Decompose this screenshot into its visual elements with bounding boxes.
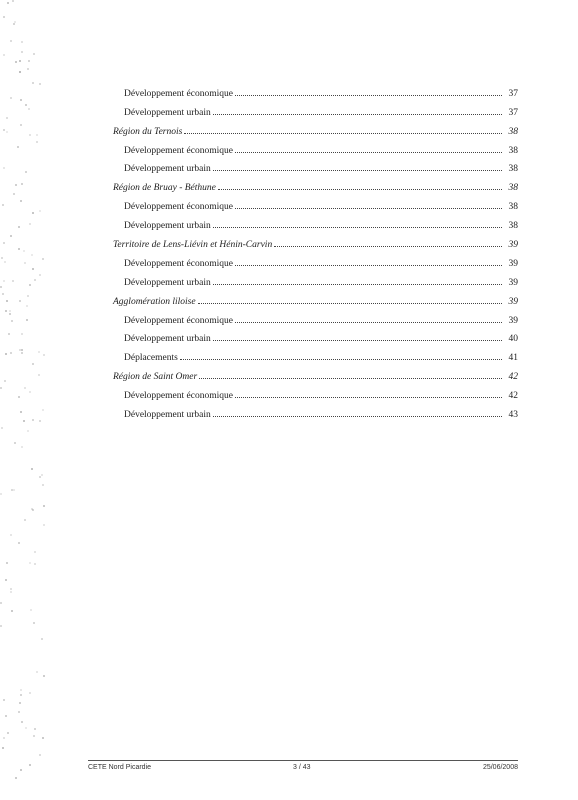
scan-speck <box>33 622 35 624</box>
toc-entry[interactable] <box>0 137 578 156</box>
toc-entry-page: 39 <box>508 296 518 307</box>
toc-entry[interactable] <box>0 326 578 345</box>
toc-entry-page: 38 <box>508 202 518 213</box>
scan-speck <box>0 625 2 627</box>
toc-entry[interactable] <box>0 156 578 175</box>
footer-date: 25/06/2008 <box>482 764 518 771</box>
scan-speck <box>20 689 22 691</box>
toc-entry-page: 40 <box>508 334 518 345</box>
toc-entry[interactable] <box>0 250 578 269</box>
scan-speck <box>29 562 31 564</box>
toc-dot-leader <box>235 95 502 96</box>
toc-entry-label: Développement urbain <box>124 334 211 345</box>
table-of-contents <box>0 80 578 420</box>
toc-section-label: Région du Ternois <box>113 126 183 137</box>
toc-entry-page: 39 <box>508 315 518 326</box>
toc-section-label: Région de Saint Omer <box>113 372 198 383</box>
toc-section-entry[interactable] <box>0 174 578 193</box>
scan-speck <box>43 675 45 677</box>
footer-organization: CETE Nord Picardie <box>88 764 152 771</box>
toc-entry-page: 38 <box>508 145 518 156</box>
toc-entry-page: 37 <box>508 88 518 99</box>
toc-section-entry[interactable] <box>0 118 578 137</box>
toc-entry-label: Développement économique <box>124 145 233 156</box>
scan-speck <box>21 446 23 448</box>
toc-entry-page: 38 <box>508 221 518 232</box>
scan-speck <box>20 769 22 771</box>
scan-speck <box>0 602 2 604</box>
toc-dot-leader <box>198 303 502 304</box>
scan-speck <box>13 23 15 25</box>
toc-dot-leader <box>213 416 502 417</box>
toc-entry-page: 42 <box>508 372 518 383</box>
toc-dot-leader <box>184 133 502 134</box>
toc-dot-leader <box>213 170 502 171</box>
toc-dot-leader <box>213 284 502 285</box>
scan-speck <box>31 468 33 470</box>
scan-speck <box>39 420 41 422</box>
toc-entry-label: Développement urbain <box>124 410 211 421</box>
scan-speck <box>30 609 32 611</box>
scan-speck <box>28 60 30 62</box>
toc-entry[interactable] <box>0 307 578 326</box>
toc-entry[interactable] <box>0 401 578 420</box>
toc-entry-page: 38 <box>508 164 518 175</box>
toc-entry[interactable] <box>0 344 578 363</box>
toc-entry[interactable] <box>0 382 578 401</box>
toc-dot-leader <box>199 378 502 379</box>
scan-speck <box>23 420 25 422</box>
scan-speck <box>42 484 44 486</box>
scan-speck <box>3 54 5 56</box>
toc-dot-leader <box>235 265 502 266</box>
scan-speck <box>34 551 36 553</box>
footer-page-number: 3 / 43 <box>293 764 311 771</box>
scan-speck <box>42 737 44 739</box>
scan-speck <box>7 732 9 734</box>
scan-speck <box>14 21 16 23</box>
scan-speck <box>25 727 27 729</box>
toc-dot-leader <box>235 397 502 398</box>
scan-speck <box>39 754 41 756</box>
toc-dot-leader <box>213 114 502 115</box>
scan-speck <box>7 2 9 4</box>
scan-speck <box>10 591 12 593</box>
toc-entry-label: Développement urbain <box>124 277 211 288</box>
scan-speck <box>5 579 7 581</box>
toc-entry-page: 41 <box>508 353 518 364</box>
toc-entry-label: Développement économique <box>124 315 233 326</box>
toc-section-label: Agglomération liloise <box>113 296 196 307</box>
page-footer <box>88 760 518 773</box>
scan-speck <box>13 489 15 491</box>
scan-speck <box>20 694 22 696</box>
toc-entry-label: Développement économique <box>124 88 233 99</box>
scan-speck <box>33 735 35 737</box>
scan-speck <box>29 764 31 766</box>
toc-dot-leader <box>213 340 502 341</box>
scan-speck <box>27 68 29 70</box>
scan-speck <box>11 610 13 612</box>
scan-speck <box>43 505 45 507</box>
scan-speck <box>41 638 43 640</box>
toc-entry-page: 38 <box>508 126 518 137</box>
scan-speck <box>3 16 5 18</box>
toc-dot-leader <box>213 227 502 228</box>
toc-section-entry[interactable] <box>0 231 578 250</box>
toc-entry-label: Déplacements <box>124 353 178 364</box>
scan-speck <box>3 737 5 739</box>
scan-speck <box>43 524 45 526</box>
toc-entry-label: Développement économique <box>124 202 233 213</box>
scan-speck <box>15 777 17 779</box>
toc-dot-leader <box>235 322 502 323</box>
toc-entry[interactable] <box>0 99 578 118</box>
scan-speck <box>29 692 31 694</box>
toc-entry[interactable] <box>0 193 578 212</box>
scan-speck <box>2 747 4 749</box>
toc-entry-label: Développement urbain <box>124 107 211 118</box>
scan-speck <box>3 699 5 701</box>
scan-speck <box>21 721 23 723</box>
scan-speck <box>0 493 2 495</box>
scan-speck <box>21 51 23 53</box>
scan-speck <box>12 0 14 2</box>
toc-entry[interactable] <box>0 212 578 231</box>
scan-speck <box>34 563 36 565</box>
toc-entry-label: Développement économique <box>124 258 233 269</box>
scan-speck <box>10 588 12 590</box>
scan-speck <box>21 41 23 43</box>
scan-speck <box>10 40 12 42</box>
toc-entry[interactable] <box>0 80 578 99</box>
toc-entry-label: Développement économique <box>124 391 233 402</box>
toc-entry[interactable] <box>0 269 578 288</box>
toc-entry-page: 37 <box>508 107 518 118</box>
scan-speck <box>19 60 21 62</box>
scan-speck <box>19 702 21 704</box>
scan-speck <box>31 508 33 510</box>
scan-speck <box>6 562 8 564</box>
toc-dot-leader <box>180 359 502 360</box>
scan-speck <box>5 715 7 717</box>
toc-section-entry[interactable] <box>0 363 578 382</box>
scan-speck <box>18 711 20 713</box>
toc-entry-label: Développement urbain <box>124 164 211 175</box>
toc-entry-page: 42 <box>508 391 518 402</box>
scan-speck <box>27 430 29 432</box>
toc-dot-leader <box>235 208 502 209</box>
toc-entry-page: 39 <box>508 240 518 251</box>
scan-speck <box>41 474 43 476</box>
scan-speck <box>10 534 12 536</box>
scan-speck <box>24 519 26 521</box>
scan-speck <box>14 442 16 444</box>
toc-entry-page: 38 <box>508 183 518 194</box>
scan-speck <box>1 427 3 429</box>
toc-dot-leader <box>235 152 502 153</box>
scan-speck <box>39 476 41 478</box>
toc-entry-page: 43 <box>508 410 518 421</box>
scan-speck <box>15 61 17 63</box>
scan-speck <box>11 489 13 491</box>
toc-entry-page: 39 <box>508 277 518 288</box>
scan-speck <box>34 728 36 730</box>
toc-section-label: Territoire de Lens-Liévin et Hénin-Carvin <box>113 240 273 251</box>
toc-dot-leader <box>218 189 502 190</box>
scan-speck <box>18 542 20 544</box>
toc-section-entry[interactable] <box>0 288 578 307</box>
toc-dot-leader <box>274 246 502 247</box>
toc-entry-page: 39 <box>508 258 518 269</box>
toc-entry-label: Développement urbain <box>124 221 211 232</box>
scan-speck <box>36 671 38 673</box>
toc-section-label: Région de Bruay - Béthune <box>113 183 216 194</box>
scan-speck <box>33 53 35 55</box>
scan-speck <box>19 71 21 73</box>
